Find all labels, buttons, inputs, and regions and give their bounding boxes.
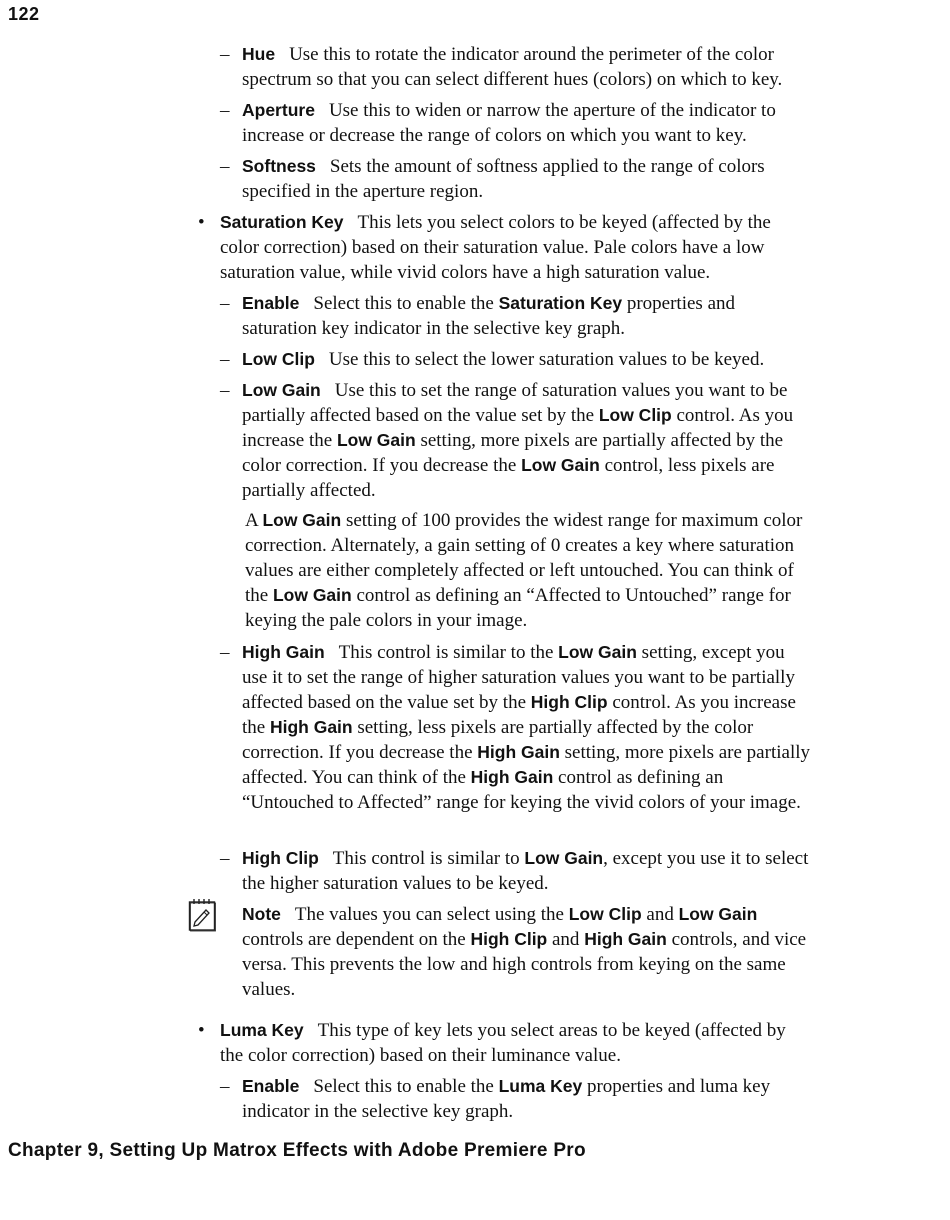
ref: Low Gain: [521, 455, 600, 475]
ref: Low Gain: [262, 510, 342, 530]
description: Use this to rotate the indicator around the perimeter of the color spectrum so that you can select different hues (colors) on which to key.: [242, 44, 783, 90]
text: properties and luma key indicator in the selective key graph.: [242, 1076, 771, 1122]
aperture-item: [242, 98, 812, 148]
description: Use this to widen or narrow the aperture of the indicator to increase or decrease the range of colors on which you want to key.: [242, 100, 776, 146]
text: control as defining an “Untouched to Affected” range for keying the vivid colors of your image.: [242, 767, 801, 813]
text: setting, more pixels are partially affected. You can think of the: [242, 742, 810, 788]
text: Select this to enable the: [313, 293, 494, 314]
dash-marker: –: [220, 642, 230, 663]
text: properties and saturation key indicator in the selective key graph.: [242, 293, 735, 339]
ref: High Clip: [470, 929, 548, 949]
ref: Low Gain: [678, 904, 758, 924]
term: Softness: [242, 156, 316, 176]
ref: High Gain: [477, 742, 560, 762]
text: , except you use it to select the higher saturation values to be keyed.: [242, 848, 809, 894]
description: Sets the amount of softness applied to the range of colors specified in the aperture region.: [242, 156, 765, 202]
ref: High Gain: [269, 717, 353, 737]
low-clip-item: [242, 347, 812, 372]
dash-marker: –: [220, 156, 230, 177]
ref: Low Gain: [524, 848, 604, 868]
text: controls are dependent on the: [242, 929, 466, 950]
ref: High Gain: [584, 929, 667, 949]
term: Enable: [242, 1076, 300, 1096]
text: control. As you increase the: [242, 405, 794, 451]
low-gain-note-paragraph: [245, 508, 813, 633]
text: The values you can select using the: [294, 904, 564, 925]
ref: Low Gain: [336, 430, 416, 450]
text: control, less pixels are partially affected.: [242, 455, 775, 501]
text: controls, and vice versa. This prevents the low and high controls from keying on the same values.: [242, 929, 807, 1000]
ref: High Clip: [530, 692, 608, 712]
text: and: [552, 929, 580, 950]
chapter-footer: Chapter 9, Setting Up Matrox Effects with Adobe Premiere Pro: [8, 1140, 586, 1161]
softness-item: [242, 154, 812, 204]
dash-marker: –: [220, 44, 230, 65]
term: Hue: [242, 44, 276, 64]
text: A: [245, 510, 258, 531]
notepad-pencil-icon: [188, 898, 216, 932]
text: Select this to enable the: [313, 1076, 494, 1097]
ref: Saturation Key: [498, 293, 623, 313]
description: This lets you select colors to be keyed (affected by the color correction) based on their saturation value. Pale colors have a low saturation value, while vivid colors have a high saturation value.: [220, 212, 771, 283]
text: and: [646, 904, 674, 925]
text: This control is similar to the: [338, 642, 554, 663]
text: control as defining an “Affected to Untouched” range for keying the pale colors in your image.: [245, 585, 791, 631]
ref: Low Clip: [568, 904, 642, 924]
dash-marker: –: [220, 349, 230, 370]
saturation-key-item: [220, 210, 810, 285]
high-gain-item: [242, 640, 812, 815]
term: High Gain: [242, 642, 325, 662]
ref: Low Gain: [272, 585, 352, 605]
term: High Clip: [242, 848, 319, 868]
text: setting of 100 provides the widest range for maximum color correction. Alternately, a gain setting of 0 creates a key where saturation values are either completely affected or left untouched. You can think of the: [245, 510, 803, 606]
term: Low Gain: [242, 380, 321, 400]
hue-item: [242, 42, 812, 92]
ref: Low Gain: [558, 642, 637, 662]
dash-marker: –: [220, 1076, 230, 1097]
bullet-marker: •: [198, 212, 205, 233]
term: Luma Key: [220, 1020, 304, 1040]
text: setting, except you use it to set the range of higher saturation values you want to be partially affected based on the value set by the: [242, 642, 795, 713]
ref: High Gain: [470, 767, 554, 787]
page-number: 122: [8, 4, 40, 24]
dash-marker: –: [220, 848, 230, 869]
ref: Low Clip: [598, 405, 672, 425]
text: setting, less pixels are partially affected by the color correction. If you decrease the: [242, 717, 754, 763]
dash-marker: –: [220, 100, 230, 121]
term: Saturation Key: [220, 212, 344, 232]
low-gain-item: [242, 378, 812, 503]
description: Use this to select the lower saturation values to be keyed.: [328, 349, 765, 370]
term: Low Clip: [242, 349, 315, 369]
dash-marker: –: [220, 380, 230, 401]
note-paragraph: [242, 902, 812, 1002]
luma-key-item: [220, 1018, 812, 1068]
high-clip-item: [242, 846, 812, 896]
dash-marker: –: [220, 293, 230, 314]
ref: Luma Key: [498, 1076, 583, 1096]
text: control. As you increase the: [242, 692, 796, 738]
term: Enable: [242, 293, 300, 313]
luma-enable-item: [242, 1074, 812, 1124]
text: This control is similar to: [332, 848, 520, 869]
note-label: Note: [242, 904, 281, 924]
bullet-marker: •: [198, 1020, 205, 1041]
saturation-enable-item: [242, 291, 812, 341]
text: setting, more pixels are partially affected by the color correction. If you decrease the: [242, 430, 784, 476]
term: Aperture: [242, 100, 315, 120]
text: Use this to set the range of saturation values you want to be partially affected based on the value set by the: [242, 380, 788, 426]
description: This type of key lets you select areas to be keyed (affected by the color correction) based on their luminance value.: [220, 1020, 786, 1066]
